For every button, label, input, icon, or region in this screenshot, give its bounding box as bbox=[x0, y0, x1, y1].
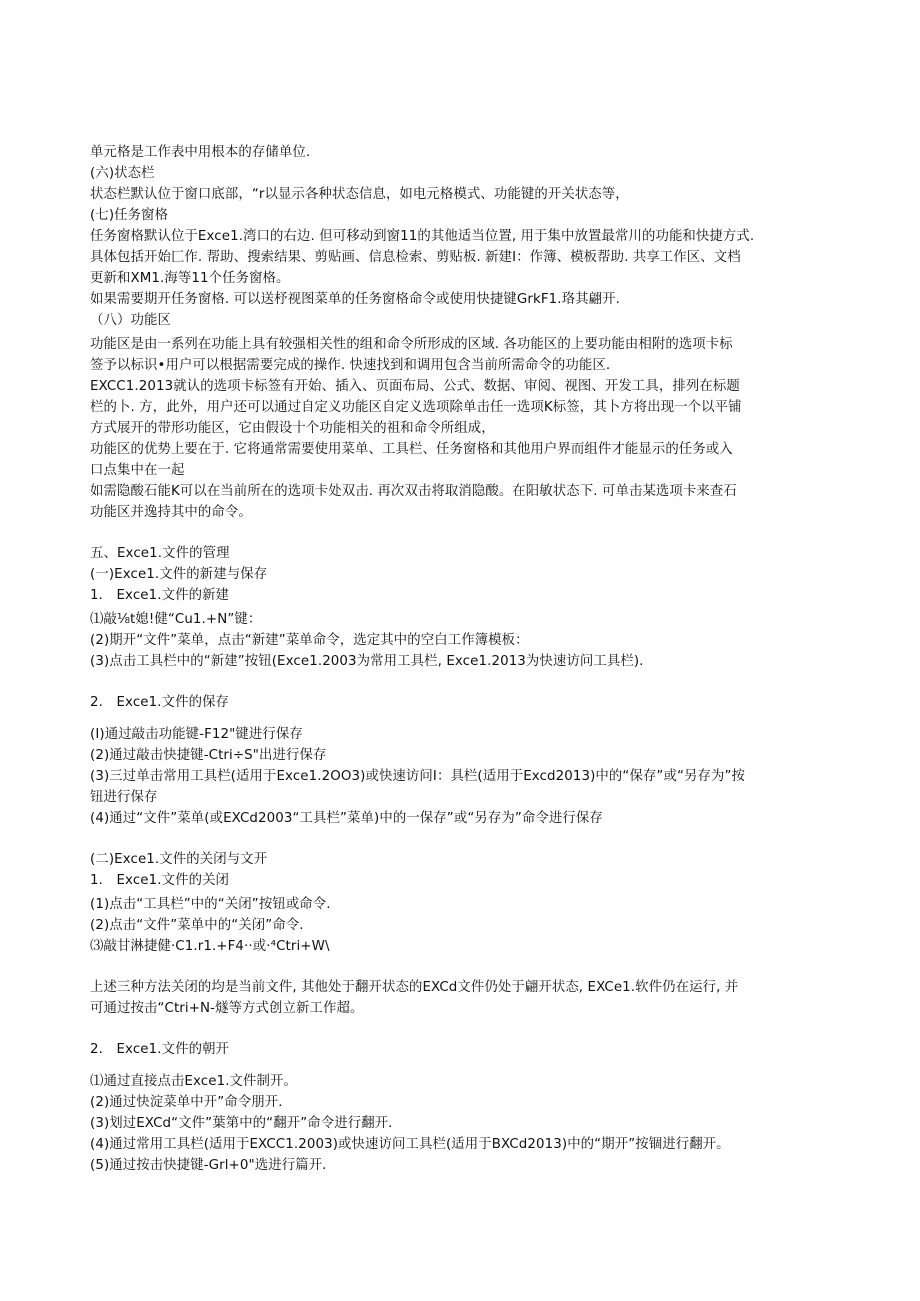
section-heading: (二)Exce1.文件的关闭与文开 bbox=[90, 852, 268, 867]
text-line: 更新和XM1.海等11个任务窗格。 bbox=[90, 271, 290, 286]
list-item: ⑴敲⅛t媳!健“Cu1.+N”键： bbox=[90, 612, 262, 627]
subsection-heading: 1. Exce1.文件的关闭 bbox=[90, 873, 230, 888]
text-line: 栏的卜. 方，此外，用户还可以通过自定义功能区自定义选项除单击任一选项K标签，其卜方将出现一个以平铺 bbox=[90, 400, 742, 415]
list-item: (I)通过敲击功能键-F12"键进行保存 bbox=[90, 727, 303, 742]
text-line: 具体包括开始匚作. 帮助、搜索结果、剪贴画、信息检索、剪贴板. 新建I：作簿、模板帮助. 共享工作区、文档 bbox=[90, 250, 741, 265]
list-item: (3)点击工具栏中的“新建”按钮(Exce1.2003为常用工具栏, Exce1.2013为快速访问工具栏). bbox=[90, 654, 644, 669]
list-item: (2)通过敲击快捷键-Ctri÷S"出进行保存 bbox=[90, 748, 327, 763]
list-item: (2)点击“文件”菜单中的“关闭”命令. bbox=[90, 918, 304, 933]
subsection-heading: 2. Exce1.文件的朝开 bbox=[90, 1042, 230, 1057]
section-heading: (一)Exce1.文件的新建与保存 bbox=[90, 567, 268, 582]
text-line: 上述三种方法关闭的均是当前文件, 其他处于翻开状态的EXCd文件仍处于翩开状态, EXCe1.软件仍在运行, 并 bbox=[90, 980, 739, 995]
text-line: 可通过按击“Ctri+N-燧等方式创立新工作超。 bbox=[90, 1001, 364, 1016]
list-item: (4)通过“文件”菜单(或EXCd2003“工具栏”菜单)中的一保存”或“另存为”命令进行保存 bbox=[90, 811, 603, 826]
text-line: 单元格是工作表中用根本的存储单位. bbox=[90, 145, 311, 160]
text-line: 方式展开的带形功能区，它由假设十个功能相关的祖和命令所组成， bbox=[90, 421, 495, 436]
subsection-heading: 2. Exce1.文件的保存 bbox=[90, 695, 230, 710]
text-line: EXCC1.2013就认的选项卡标签有开始、插入、页面布局、公式、数据、审阅、视图、开发工具，排列在标题 bbox=[90, 379, 740, 394]
text-line: 任务窗格默认位于Exce1.湾口的右边. 但可移动到窗11的其他适当位置, 用于集中放置最常川的功能和快捷方式. bbox=[90, 229, 755, 244]
list-item: ⑶敲甘淋捷健·C1.r1.+F4··或·⁴Ctri+W\ bbox=[90, 939, 330, 954]
document-page bbox=[90, 142, 830, 1176]
subsection-heading: 1. Exce1.文件的新建 bbox=[90, 588, 230, 603]
list-item: (4)通过常用工具栏(适用于EXCC1.2003)或快速访问工具栏(适用于BXCd2013)中的“期开”按锢进行翻开。 bbox=[90, 1137, 730, 1152]
list-item: (2)期开“文件”菜单，点击“新建”菜单命令，选定其中的空白工作簿模板： bbox=[90, 633, 529, 648]
text-line: 功能区是由一系列在功能上具有较强相关性的组和命令所形成的区域. 各功能区的上要功能由相附的选项卡标 bbox=[90, 337, 733, 352]
chapter-heading: 五、Exce1.文件的管理 bbox=[90, 546, 230, 561]
text-line: 签予以标识•用户可以根据需要完成的操作. 快速找到和调用包含当前所需命令的功能区. bbox=[90, 358, 611, 373]
list-item: 钮进行保存 bbox=[90, 790, 158, 805]
text-line: 功能区并逸持其中的命令。 bbox=[90, 505, 252, 520]
text-line: 状态栏默认位于窗口底部，“r以显示各种状态信息，如电元格模式、功能键的开关状态等， bbox=[90, 187, 629, 202]
list-item: (5)通过按击快捷键-Grl+0"选进行篇开. bbox=[90, 1158, 327, 1173]
list-item: (1)点击“工具栏”中的“关闭”按钮或命令. bbox=[90, 897, 331, 912]
text-line: 如需隐酸石能K可以在当前所在的选项卡处双击. 再次双击将取消隐酸。在阳敏状态下. 可单击某选项卡来查石 bbox=[90, 484, 737, 499]
section-heading: （八）功能区 bbox=[90, 313, 171, 328]
section-heading: (七)任务窗格 bbox=[90, 208, 169, 223]
text-line: 如果需要期开任务窗格. 可以送杼视图菜单的任务窗格命令或使用快捷键GrkF1.珞其翩开. bbox=[90, 292, 620, 307]
list-item: (3)三过单击常用工具栏(适用于Exce1.2OO3)或快速访问I：具栏(适用于Excd2013)中的“保存”或“另存为”按 bbox=[90, 769, 745, 784]
list-item: (3)划过EXCd“文件”葉第中的“翻开”命令进行翻开. bbox=[90, 1116, 393, 1131]
list-item: ⑴通过直接点击Exce1.文件制开。 bbox=[90, 1074, 298, 1089]
list-item: (2)通过快淀菜单中开”命令朋开. bbox=[90, 1095, 283, 1110]
text-line: 口点集中在一起 bbox=[90, 463, 185, 478]
section-heading: (六)状态栏 bbox=[90, 166, 155, 181]
text-line: 功能区的优势上要在于. 它将通常需要使用菜单、工具栏、任务窗格和其他用户界而组件才能显示的任务或入 bbox=[90, 442, 733, 457]
